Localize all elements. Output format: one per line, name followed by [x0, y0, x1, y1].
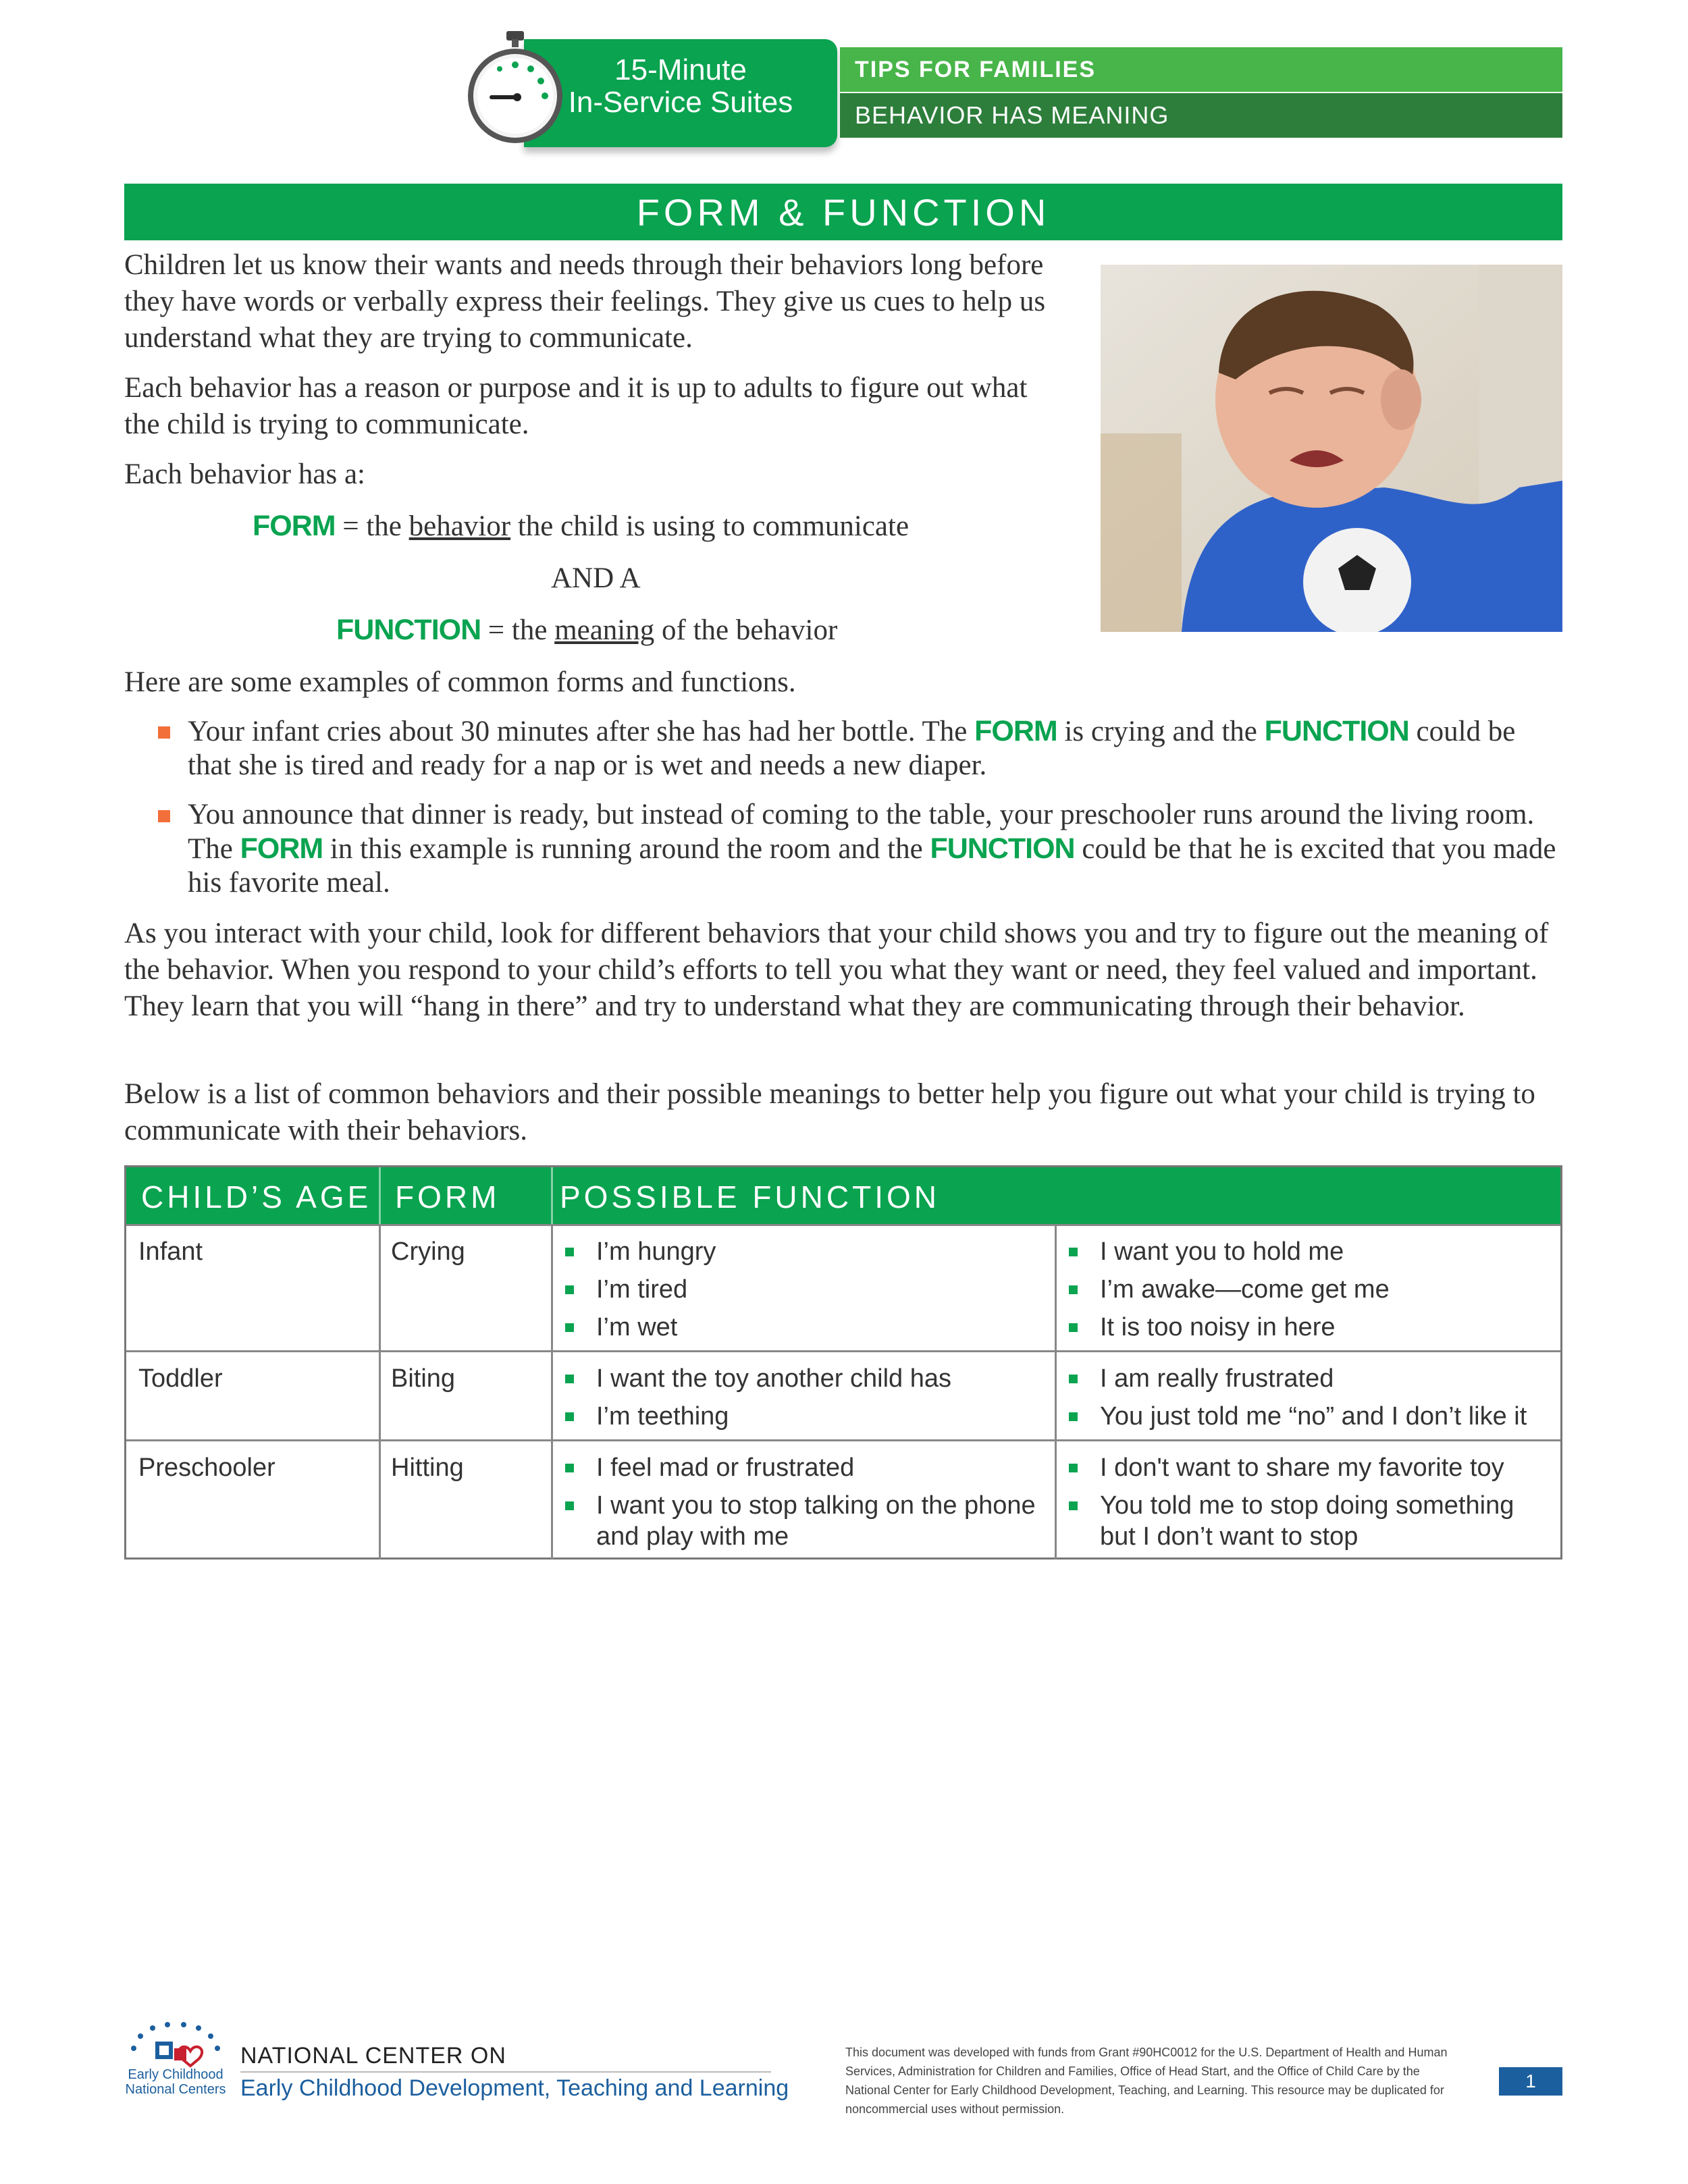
table-row-age: Infant: [138, 1237, 203, 1266]
footer-divider: [240, 2071, 771, 2073]
list-item: I want you to stop talking on the phone and play with me: [564, 1490, 1036, 1552]
table-divider: [126, 1439, 1560, 1441]
table-divider: [551, 1167, 553, 1224]
ecnc-logo-text: [122, 2067, 230, 2097]
meaning-underlined: meaning: [554, 614, 655, 646]
form-keyword: FORM: [240, 832, 323, 865]
example-text: You announce that dinner is ready, but instead of coming to the table, your preschooler runs around the living room. The FORM in this example is running around the room and the FUNCTION could be that he is excited that you made his favorite meal.: [188, 799, 1556, 899]
form-keyword: FORM: [253, 510, 336, 542]
header-possible-function: POSSIBLE FUNCTION: [560, 1179, 940, 1215]
form-def-post: the child is using to communicate: [510, 510, 909, 542]
function-keyword: FUNCTION: [930, 832, 1075, 865]
table-row-form: Hitting: [391, 1454, 464, 1482]
function-list: [564, 1363, 1036, 1439]
table-divider: [1055, 1224, 1057, 1560]
list-item: You told me to stop doing something but I don’t want to stop: [1067, 1490, 1554, 1552]
list-item: I’m wet: [564, 1312, 1036, 1343]
suite-title-line2: In-Service Suites: [568, 86, 793, 119]
form-keyword: FORM: [974, 715, 1057, 747]
logo-text-line1: Early Childhood: [128, 2067, 223, 2082]
table-row-form: Crying: [391, 1237, 465, 1266]
table-divider: [551, 1224, 553, 1560]
intro-paragraph-1: Children let us know their wants and needs through their behaviors long before they have words or verbally express their feelings. They give us cues to help us understand what they are trying to communicate.: [124, 249, 1046, 354]
example-text: Your infant cries about 30 minutes after she has had her bottle. The FORM is crying and the FUNCTION could be that she is tired and ready for a nap or is wet and needs a new diaper.: [188, 715, 1516, 781]
section-title: FORM & FUNCTION: [124, 184, 1562, 240]
table-divider: [126, 1350, 1560, 1352]
list-item: I’m tired: [564, 1274, 1036, 1305]
function-definition: [336, 612, 837, 649]
intro-paragraph-2: Each behavior has a reason or purpose and it is up to adults to figure out what the child is trying to communicate.: [124, 372, 1028, 440]
function-list: [564, 1452, 1036, 1559]
tips-for-families-bar: TIPS FOR FAMILIES: [840, 47, 1562, 92]
list-item: I’m teething: [564, 1401, 1036, 1432]
function-keyword: FUNCTION: [1264, 715, 1409, 747]
list-item: You just told me “no” and I don’t like it: [1067, 1401, 1554, 1432]
list-item: I am really frustrated: [1067, 1363, 1554, 1394]
header-form: FORM: [395, 1179, 500, 1215]
interact-paragraph: As you interact with your child, look for different behaviors that your child shows you and try to figure out the meaning of the behavior. When you respond to your child’s efforts to tell you what they want or need, they feel valued and important. They learn that you will “hang in there” and try to understand what they are communicating through their behavior.: [124, 917, 1549, 1022]
list-item: I want the toy another child has: [564, 1363, 1036, 1394]
below-paragraph: Below is a list of common behaviors and their possible meanings to better help you figure out what your child is trying to communicate with their behaviors.: [124, 1078, 1535, 1146]
ecnc-logo-icon: [126, 2021, 227, 2069]
list-item: It is too noisy in here: [1067, 1312, 1554, 1343]
topic-bar: BEHAVIOR HAS MEANING: [840, 93, 1562, 138]
crying-toddler-photo: [1101, 265, 1562, 632]
form-definition: [253, 508, 909, 545]
funding-disclaimer: This document was developed with funds from Grant #90HC0012 for the U.S. Department of Health and Human Services, Administration for Children and Families, Office of Head Start, and the Office of Child Care by the National Center for Early Childhood Development, Teaching, and Learning. This resource may be duplicated for noncommercial uses without permission.: [845, 2046, 1448, 2116]
table-divider: [379, 1224, 381, 1560]
national-center-label: NATIONAL CENTER ON: [240, 2043, 506, 2069]
national-center-name: Early Childhood Development, Teaching and Learning: [240, 2075, 789, 2101]
examples-intro: Here are some examples of common forms and functions.: [124, 666, 796, 698]
table-divider: [126, 1224, 1560, 1226]
list-item: I want you to hold me: [1067, 1236, 1554, 1267]
bullet-square-icon: [158, 726, 170, 739]
header-childs-age: CHILD’S AGE: [141, 1179, 372, 1215]
list-item: I’m awake—come get me: [1067, 1274, 1554, 1305]
table-divider: [379, 1167, 381, 1224]
table-row-form: Biting: [391, 1364, 456, 1393]
function-list: [1067, 1236, 1554, 1350]
logo-text-line2: National Centers: [125, 2082, 226, 2097]
function-list: [1067, 1363, 1554, 1439]
table-header-row: [126, 1167, 1560, 1224]
and-a-label: AND A: [551, 562, 641, 594]
page-number: 1: [1499, 2067, 1562, 2096]
intro-paragraph-3: Each behavior has a:: [124, 458, 365, 490]
table-row-age: Toddler: [138, 1364, 223, 1393]
form-def-pre: = the: [335, 510, 409, 542]
behavior-underlined: behavior: [408, 510, 511, 542]
list-item: I don't want to share my favorite toy: [1067, 1452, 1554, 1483]
function-list: [564, 1236, 1036, 1350]
suite-title-line1: 15-Minute: [614, 53, 747, 86]
list-item: I’m hungry: [564, 1236, 1036, 1267]
behavior-table: [124, 1165, 1562, 1560]
function-list: [1067, 1452, 1554, 1559]
function-def-post: of the behavior: [654, 614, 838, 646]
bullet-square-icon: [158, 810, 170, 822]
stopwatch-icon: [465, 30, 566, 144]
function-def-pre: = the: [481, 614, 555, 646]
list-item: I feel mad or frustrated: [564, 1452, 1036, 1483]
suite-title: [524, 54, 837, 119]
function-keyword: FUNCTION: [336, 614, 481, 646]
table-row-age: Preschooler: [138, 1454, 275, 1482]
